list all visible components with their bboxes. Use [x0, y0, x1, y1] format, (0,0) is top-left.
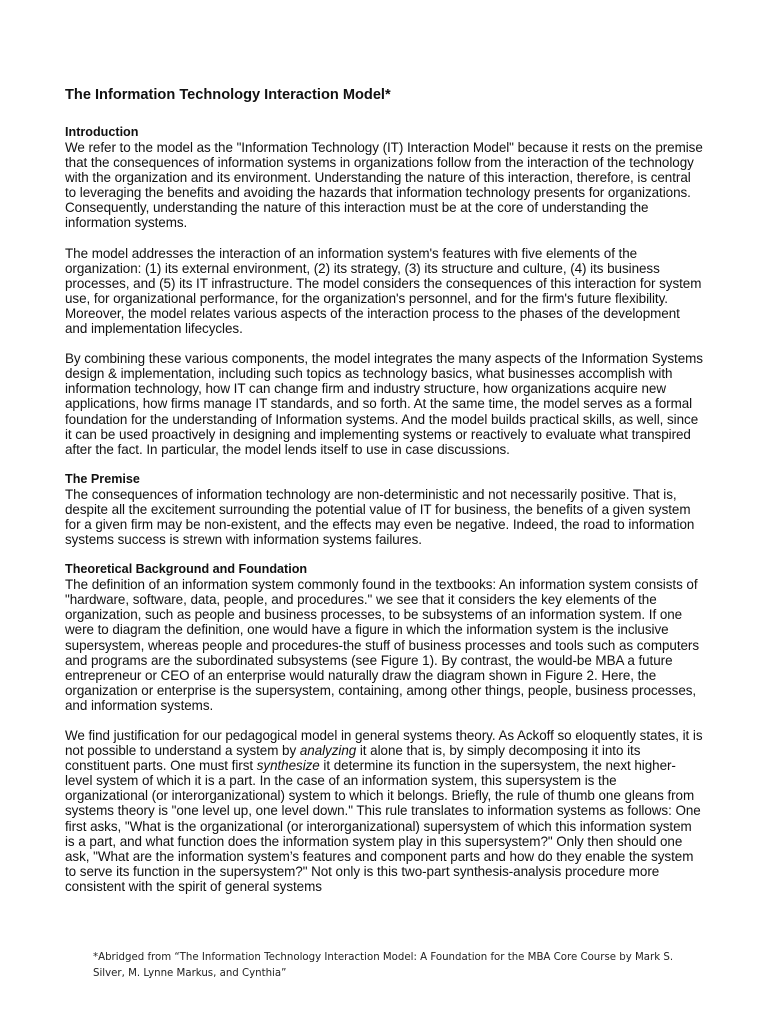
page-title: The Information Technology Interaction Model* — [65, 87, 391, 103]
section-premise — [65, 472, 703, 547]
document-body — [65, 86, 703, 909]
footnote: *Abridged from “The Information Technology Interaction Model: A Foundation for the MBA Core Course by Mark S. Silver, M. Lynne Markus, and Cynthia” — [93, 952, 674, 979]
italic-text: analyzing — [299, 743, 357, 759]
paragraph: The model addresses the interaction of an information system's features with five elements of the organization: (1) its external environment, (2) its strategy, (3) its structure and culture, (4) its business processes, and (5) its IT infrastructure. The model considers the consequences of this interaction for system use, for organizational performance, for the organization's personnel, and for the firm's future flexibility. Moreover, the model relates various aspects of the interaction process to the phases of the development and implementation lifecycles. — [65, 245, 702, 337]
section-heading: The Premise — [65, 471, 140, 486]
paragraph: The consequences of information technology are non-deterministic and not necessarily positive. That is, despite all the excitement surrounding the potential value of IT for business, the benefits of a given system for a given firm may be non-existent, and the effects may even be negative. Indeed, the road to information systems success is strewn with information systems failures. — [65, 486, 695, 548]
paragraph-general-systems-theory — [65, 728, 703, 894]
text-run: We find justification for our pedagogical model in general systems theory. As Ackoff so eloquently states, it is not possible to understand a system by — [65, 728, 703, 759]
section-introduction — [65, 125, 703, 457]
section-heading: Introduction — [65, 125, 139, 139]
section-theoretical-background — [65, 562, 703, 713]
paragraph: We refer to the model as the "Information Technology (IT) Interaction Model" because it rests on the premise that the consequences of information systems in organizations follow from the interaction of the technology with the organization and its environment. Understanding the nature of this interaction, therefore, is central to leveraging the benefits and avoiding the hazards that information technology presents for organizations. Consequently, understanding the nature of this interaction must be at the core of understanding the information systems. — [65, 140, 703, 231]
italic-text: synthesize — [256, 758, 320, 774]
section-heading: Theoretical Background and Foundation — [65, 562, 308, 577]
text-run: it alone that is, by simply decomposing it into its constituent parts. One must first — [65, 743, 641, 774]
paragraph: By combining these various components, the model integrates the many aspects of the Information Systems design & implementation, including such topics as technology basics, what businesses accomplish with information technology, how IT can change firm and industry structure, how organizations acquire new applications, how firms manage IT standards, and so forth. At the same time, the model serves as a formal foundation for the understanding of Information systems. And the model builds practical skills, as well, since it can be used proactively in designing and implementing systems or reactively to evaluate what transpired after the fact. In particular, the model lends itself to use in case discussions. — [65, 351, 703, 457]
text-run: it determine its function in the supersystem, the next higher-level system of which it is a part. In the case of an information system, this supersystem is the organizational (or interorganizational) system to which it belongs. Briefly, the rule of thumb one gleans from systems theory is "one level up, one level down." This rule translates to information systems as follows: One first asks, "What is the organizational (or interorganizational) supersystem of which this information system is a part, and what function does the information system play in this supersystem?" Only then should one ask, "What are the information system’s features and component parts and how do they enable the system to serve its function in the supersystem?" Not only is this two-part synthesis-analysis procedure more consistent with the spirit of general systems — [65, 758, 701, 894]
paragraph: The definition of an information system commonly found in the textbooks: An information system consists of "hardware, software, data, people, and procedures." we see that it considers the key elements of the organization, such as people and business processes, to be subsystems of an information system. If one were to diagram the definition, one would have a figure in which the information system is the inclusive supersystem, whereas people and procedures-the stuff of business processes and tools such as computers and programs are the subordinated subsystems (see Figure 1). By contrast, the would-be MBA a future entrepreneur or CEO of an enterprise would naturally draw the diagram shown in Figure 2. Here, the organization or enterprise is the supersystem, containing, among other things, people, business processes, and information systems. — [65, 577, 700, 713]
